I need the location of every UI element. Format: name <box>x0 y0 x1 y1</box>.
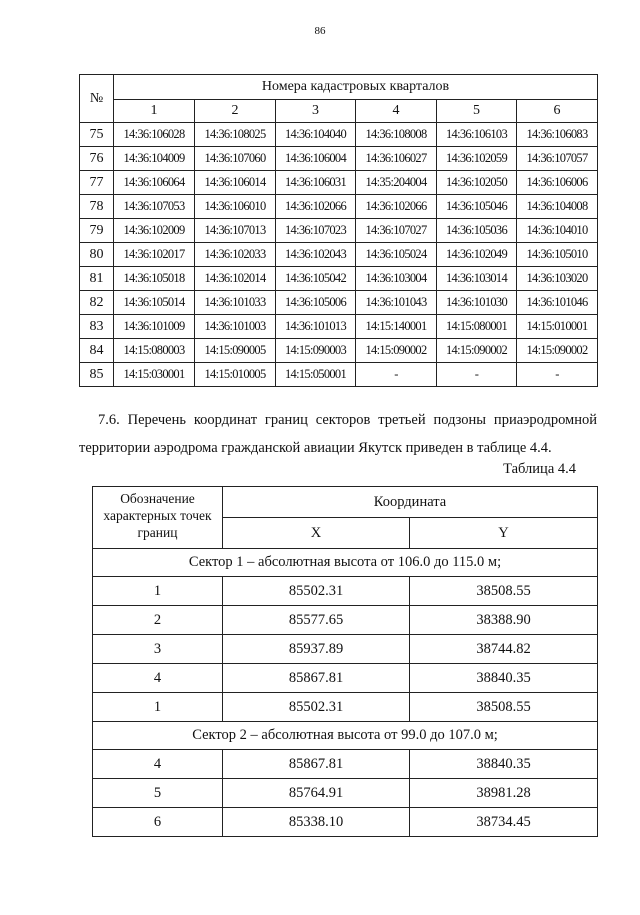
row-number: 81 <box>80 267 114 291</box>
cadastral-number-cell: 14:36:101033 <box>195 291 276 315</box>
row-number: 78 <box>80 195 114 219</box>
point-label-cell: 3 <box>93 635 223 664</box>
cadastral-number-cell: 14:36:101043 <box>356 291 437 315</box>
cadastral-number-cell: 14:36:107023 <box>276 219 356 243</box>
cadastral-number-cell: 14:15:090002 <box>437 339 517 363</box>
row-number: 79 <box>80 219 114 243</box>
x-coordinate-cell: 85867.81 <box>223 750 410 779</box>
table-row <box>80 147 598 171</box>
cadastral-number-cell: 14:36:102009 <box>114 219 195 243</box>
row-number: 76 <box>80 147 114 171</box>
cadastral-number-cell: 14:36:106031 <box>276 171 356 195</box>
table-row <box>80 195 598 219</box>
table-row <box>93 693 598 722</box>
column-header: 5 <box>437 100 517 123</box>
page-number: 86 <box>314 25 326 37</box>
point-label-cell: 4 <box>93 664 223 693</box>
table-caption: Таблица 4.4 <box>503 461 576 477</box>
number-column-header: № <box>80 75 114 123</box>
cadastral-number-cell: 14:36:103004 <box>356 267 437 291</box>
cadastral-number-cell: 14:15:140001 <box>356 315 437 339</box>
coordinates-table <box>92 486 598 837</box>
cadastral-number-cell: 14:36:101009 <box>114 315 195 339</box>
cadastral-number-cell: 14:15:050001 <box>276 363 356 387</box>
cadastral-number-cell: - <box>437 363 517 387</box>
cadastral-number-cell: 14:36:105014 <box>114 291 195 315</box>
y-coordinate-cell: 38734.45 <box>410 808 598 837</box>
row-number: 85 <box>80 363 114 387</box>
point-label-cell: 2 <box>93 606 223 635</box>
column-header: 2 <box>195 100 276 123</box>
cadastral-quarters-header: Номера кадастровых кварталов <box>114 75 598 100</box>
cadastral-number-cell: 14:36:106010 <box>195 195 276 219</box>
row-number: 82 <box>80 291 114 315</box>
cadastral-number-cell: 14:36:106006 <box>517 171 598 195</box>
cadastral-number-cell: 14:36:102066 <box>356 195 437 219</box>
x-header: X <box>223 518 410 549</box>
column-header: 6 <box>517 100 598 123</box>
cadastral-number-cell: 14:36:102017 <box>114 243 195 267</box>
cadastral-number-cell: 14:36:106004 <box>276 147 356 171</box>
y-coordinate-cell: 38388.90 <box>410 606 598 635</box>
cadastral-number-cell: 14:15:090002 <box>356 339 437 363</box>
row-number: 83 <box>80 315 114 339</box>
table-row <box>80 291 598 315</box>
cadastral-number-cell: 14:36:108025 <box>195 123 276 147</box>
cadastral-number-cell: 14:36:105010 <box>517 243 598 267</box>
paragraph-text: 7.6. Перечень координат границ секторов третьей подзоны приаэродромной территории аэродрома гражданской авиации Якутск приведен в таблице 4.4. <box>79 412 597 456</box>
cadastral-number-cell: 14:36:106083 <box>517 123 598 147</box>
table-row <box>93 635 598 664</box>
cadastral-number-cell: 14:36:104040 <box>276 123 356 147</box>
table-row <box>93 606 598 635</box>
cadastral-number-cell: 14:36:106014 <box>195 171 276 195</box>
cadastral-number-cell: 14:36:105018 <box>114 267 195 291</box>
table-row <box>93 664 598 693</box>
table-row <box>80 339 598 363</box>
cadastral-number-cell: 14:36:107053 <box>114 195 195 219</box>
cadastral-number-cell: 14:36:104008 <box>517 195 598 219</box>
designation-header: Обозначение характерных точек границ <box>93 487 223 549</box>
coordinate-header: Координата <box>223 487 598 518</box>
x-coordinate-cell: 85764.91 <box>223 779 410 808</box>
table-row <box>80 243 598 267</box>
sector-title: Сектор 1 – абсолютная высота от 106.0 до 115.0 м; <box>93 549 598 577</box>
x-coordinate-cell: 85937.89 <box>223 635 410 664</box>
cadastral-number-cell: 14:36:102066 <box>276 195 356 219</box>
y-coordinate-cell: 38840.35 <box>410 750 598 779</box>
cadastral-number-cell: 14:36:102033 <box>195 243 276 267</box>
cadastral-number-cell: 14:36:106027 <box>356 147 437 171</box>
table-row <box>80 123 598 147</box>
cadastral-number-cell: 14:36:101003 <box>195 315 276 339</box>
row-number: 77 <box>80 171 114 195</box>
cadastral-number-cell: 14:36:107060 <box>195 147 276 171</box>
x-coordinate-cell: 85577.65 <box>223 606 410 635</box>
point-label-cell: 1 <box>93 693 223 722</box>
table-row <box>80 219 598 243</box>
y-header: Y <box>410 518 598 549</box>
section-paragraph <box>79 406 597 462</box>
cadastral-number-cell: 14:15:030001 <box>114 363 195 387</box>
cadastral-number-cell: 14:36:102014 <box>195 267 276 291</box>
row-number: 80 <box>80 243 114 267</box>
cadastral-number-cell: 14:36:101046 <box>517 291 598 315</box>
cadastral-number-cell: 14:36:105042 <box>276 267 356 291</box>
x-coordinate-cell: 85867.81 <box>223 664 410 693</box>
sector-title: Сектор 2 – абсолютная высота от 99.0 до 107.0 м; <box>93 722 598 750</box>
y-coordinate-cell: 38508.55 <box>410 577 598 606</box>
cadastral-number-cell: 14:15:090005 <box>195 339 276 363</box>
cadastral-number-cell: 14:36:102050 <box>437 171 517 195</box>
cadastral-number-cell: 14:15:080001 <box>437 315 517 339</box>
cadastral-number-cell: 14:36:105036 <box>437 219 517 243</box>
cadastral-number-cell: - <box>356 363 437 387</box>
point-label-cell: 6 <box>93 808 223 837</box>
cadastral-number-cell: 14:15:090002 <box>517 339 598 363</box>
point-label-cell: 1 <box>93 577 223 606</box>
column-header: 4 <box>356 100 437 123</box>
cadastral-number-cell: 14:36:102059 <box>437 147 517 171</box>
cadastral-number-cell: 14:15:010005 <box>195 363 276 387</box>
table-row <box>93 808 598 837</box>
cadastral-number-cell: 14:36:105006 <box>276 291 356 315</box>
column-header: 1 <box>114 100 195 123</box>
cadastral-number-cell: 14:36:106064 <box>114 171 195 195</box>
cadastral-number-cell: 14:36:101030 <box>437 291 517 315</box>
cadastral-table-body <box>80 123 598 387</box>
cadastral-number-cell: 14:36:105024 <box>356 243 437 267</box>
table-row <box>93 779 598 808</box>
y-coordinate-cell: 38744.82 <box>410 635 598 664</box>
table-row <box>80 171 598 195</box>
table-row <box>80 363 598 387</box>
cadastral-number-cell: 14:36:104009 <box>114 147 195 171</box>
point-label-cell: 5 <box>93 779 223 808</box>
cadastral-quarters-table <box>79 74 598 387</box>
sector-row <box>93 549 598 577</box>
table-row <box>80 315 598 339</box>
y-coordinate-cell: 38981.28 <box>410 779 598 808</box>
cadastral-number-cell: 14:36:106103 <box>437 123 517 147</box>
cadastral-number-cell: 14:36:107027 <box>356 219 437 243</box>
cadastral-number-cell: 14:15:080003 <box>114 339 195 363</box>
y-coordinate-cell: 38508.55 <box>410 693 598 722</box>
table-row <box>93 577 598 606</box>
sector-row <box>93 722 598 750</box>
cadastral-number-cell: 14:36:106028 <box>114 123 195 147</box>
x-coordinate-cell: 85502.31 <box>223 693 410 722</box>
coordinates-table-body <box>93 549 598 837</box>
cadastral-number-cell: 14:36:107013 <box>195 219 276 243</box>
cadastral-number-cell: - <box>517 363 598 387</box>
cadastral-number-cell: 14:36:101013 <box>276 315 356 339</box>
cadastral-number-cell: 14:15:090003 <box>276 339 356 363</box>
row-number: 84 <box>80 339 114 363</box>
column-header: 3 <box>276 100 356 123</box>
x-coordinate-cell: 85502.31 <box>223 577 410 606</box>
y-coordinate-cell: 38840.35 <box>410 664 598 693</box>
cadastral-number-cell: 14:36:104010 <box>517 219 598 243</box>
cadastral-number-cell: 14:36:102049 <box>437 243 517 267</box>
table-row <box>93 750 598 779</box>
cadastral-number-cell: 14:15:010001 <box>517 315 598 339</box>
point-label-cell: 4 <box>93 750 223 779</box>
x-coordinate-cell: 85338.10 <box>223 808 410 837</box>
cadastral-number-cell: 14:36:103014 <box>437 267 517 291</box>
table-row <box>80 267 598 291</box>
cadastral-number-cell: 14:36:102043 <box>276 243 356 267</box>
cadastral-number-cell: 14:36:107057 <box>517 147 598 171</box>
cadastral-number-cell: 14:36:105046 <box>437 195 517 219</box>
row-number: 75 <box>80 123 114 147</box>
cadastral-number-cell: 14:35:204004 <box>356 171 437 195</box>
cadastral-number-cell: 14:36:103020 <box>517 267 598 291</box>
cadastral-number-cell: 14:36:108008 <box>356 123 437 147</box>
